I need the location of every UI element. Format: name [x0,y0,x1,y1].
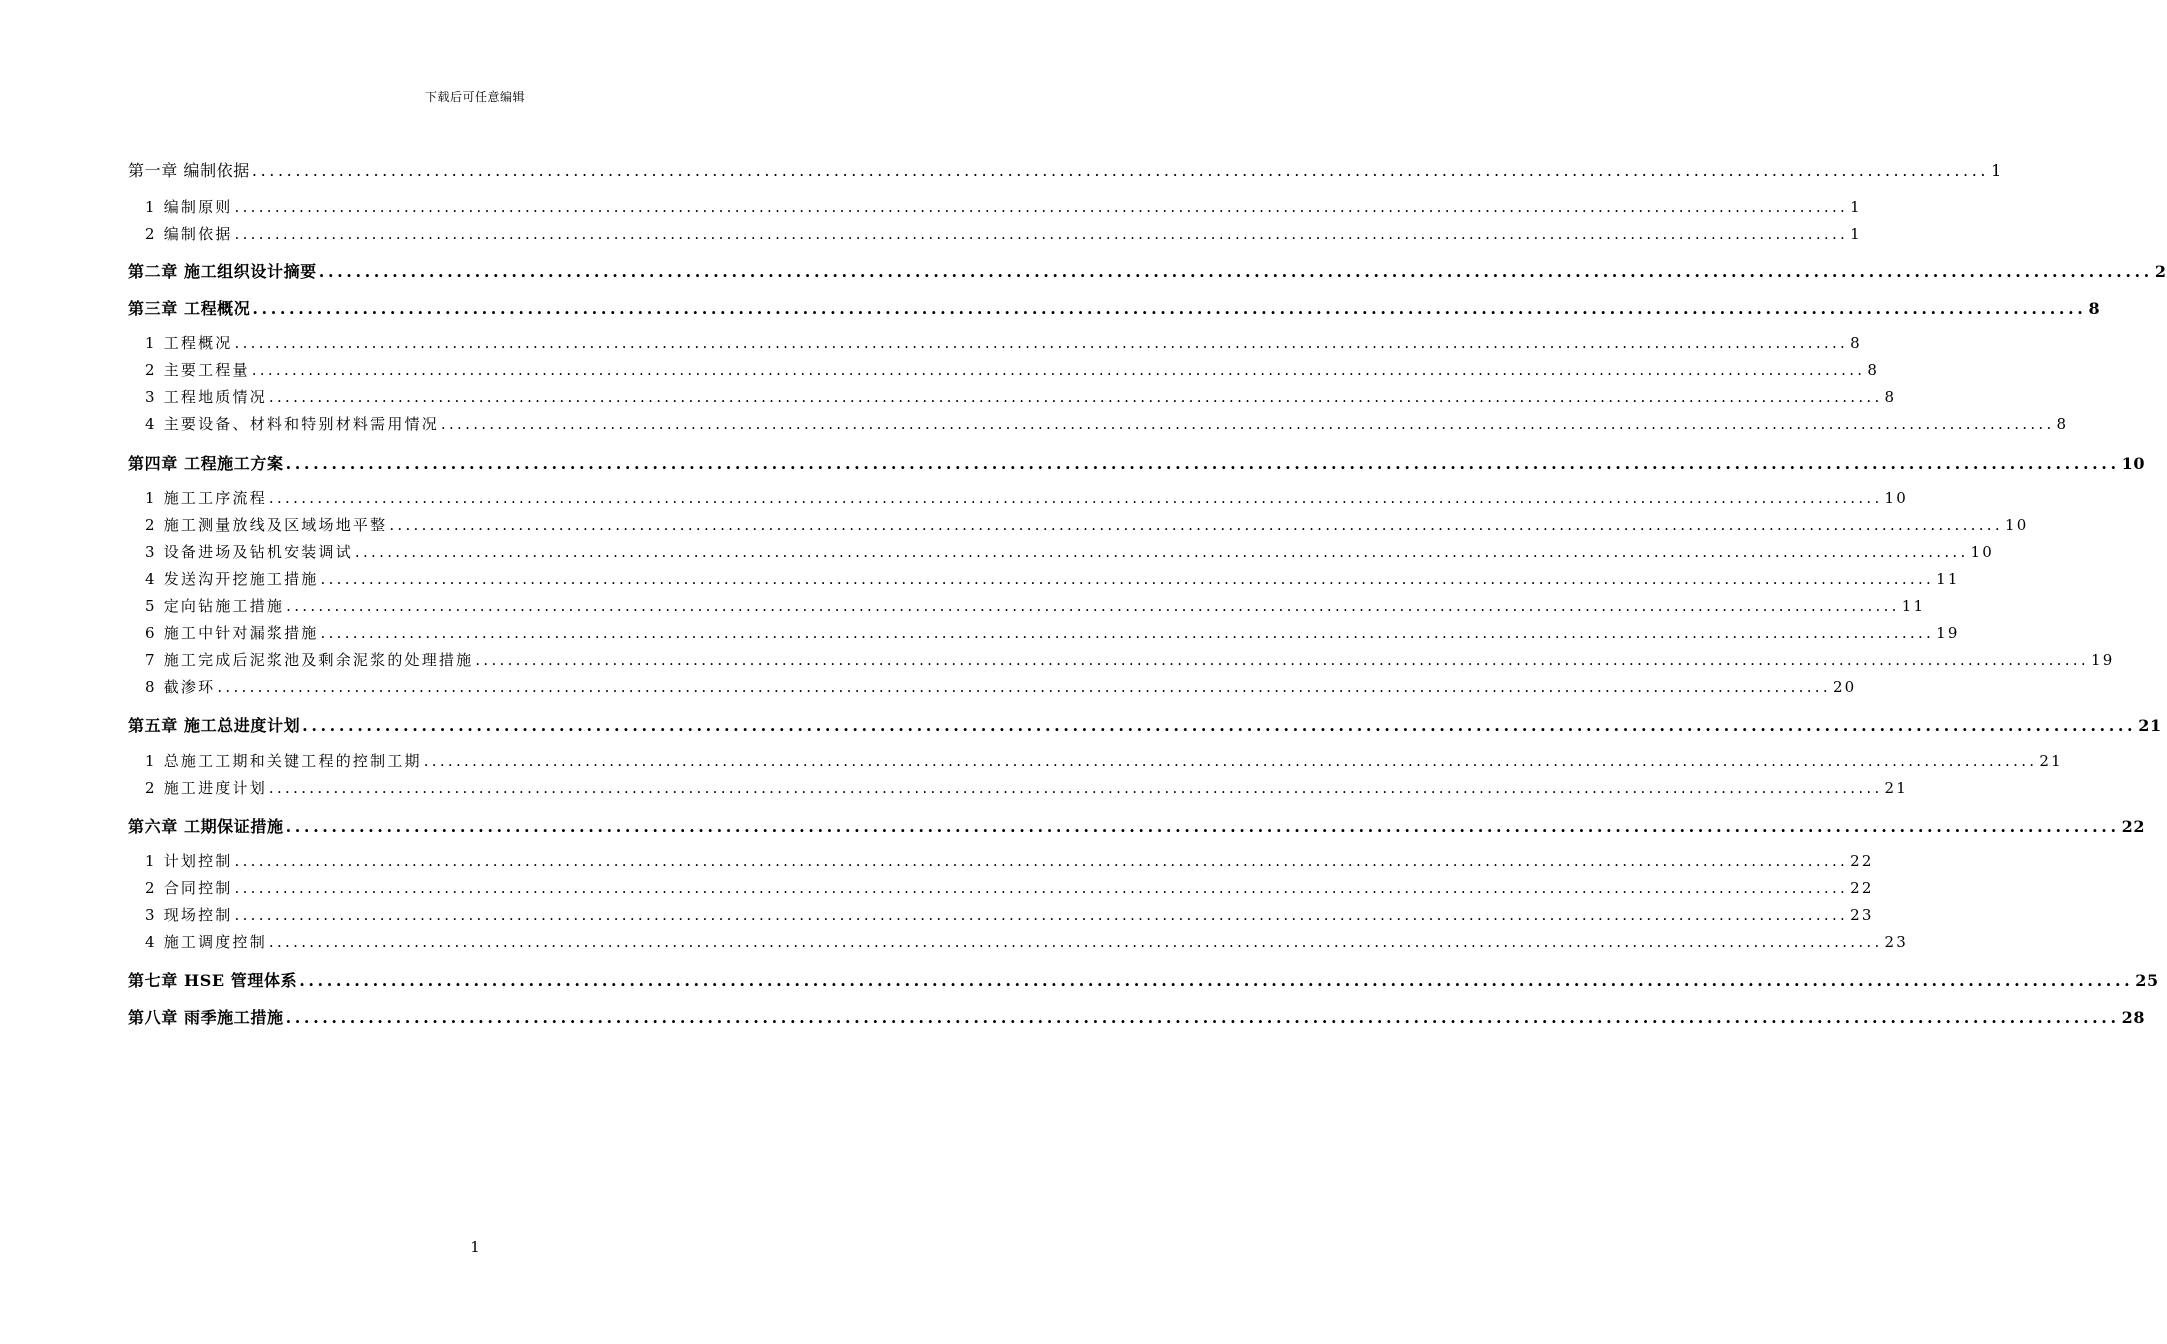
toc-entry-title: 1 施工工序流程 [145,489,267,507]
toc-entry-title: 第五章 施工总进度计划 [128,716,301,735]
toc-entry-page: 21 [2039,752,2063,770]
toc-leader-dots: ........................................................................................................................................................................................................ [320,570,1935,588]
toc-entry-title: 3 现场控制 [145,906,233,924]
toc-leader-dots: ........................................................................................................................................................................................................ [234,334,1849,352]
toc-section-entry[interactable] [145,514,2029,535]
toc-entry-title: 1 编制原则 [145,198,233,216]
toc-entry-page: 28 [2121,1008,2146,1027]
toc-section-entry[interactable] [145,622,1960,643]
toc-entry-page: 10 [1884,489,1909,507]
toc-section-entry[interactable] [145,568,1960,589]
toc-section-entry[interactable] [145,359,1880,380]
toc-entry-page: 10 [1970,543,1995,561]
toc-leader-dots: ........................................................................................................................................................................................................ [285,454,2120,473]
toc-entry-page: 1 [1991,161,2002,180]
toc-leader-dots: ........................................................................................................................................................................................................ [252,299,2087,318]
toc-leader-dots: ........................................................................................................................................................................................................ [234,906,1849,924]
toc-leader-dots: ........................................................................................................................................................................................................ [389,516,2003,534]
toc-leader-dots: ........................................................................................................................................................................................................ [217,678,1831,696]
toc-leader-dots: ........................................................................................................................................................................................................ [251,161,1990,180]
toc-entry-title: 第八章 雨季施工措施 [128,1008,284,1027]
toc-leader-dots: ........................................................................................................................................................................................................ [318,262,2153,281]
toc-entry-title: 8 截渗环 [145,678,216,696]
toc-leader-dots: ........................................................................................................................................................................................................ [440,415,2055,433]
toc-entry-page: 10 [2121,454,2146,473]
toc-entry-page: 1 [1850,198,1862,216]
toc-section-entry[interactable] [145,931,1909,952]
toc-section-entry[interactable] [145,750,2063,771]
toc-leader-dots: ........................................................................................................................................................................................................ [234,879,1849,897]
toc-leader-dots: ........................................................................................................................................................................................................ [234,198,1849,216]
toc-leader-dots: ........................................................................................................................................................................................................ [268,388,1883,406]
toc-leader-dots: ........................................................................................................................................................................................................ [268,933,1883,951]
toc-section-entry[interactable] [145,877,1874,898]
toc-entry-title: 第七章 HSE 管理体系 [128,971,298,990]
toc-entry-page: 11 [1936,570,1960,588]
toc-entry-page: 23 [1884,933,1909,951]
toc-entry-title: 4 主要设备、材料和特别材料需用情况 [145,415,439,433]
toc-entry-title: 2 施工测量放线及区域场地平整 [145,516,388,534]
toc-chapter-entry[interactable] [128,968,2159,991]
toc-chapter-entry[interactable] [128,713,2162,736]
toc-leader-dots: ........................................................................................................................................................................................................ [475,651,2089,669]
toc-leader-dots: ........................................................................................................................................................................................................ [285,1008,2120,1027]
toc-leader-dots: ........................................................................................................................................................................................................ [251,361,1866,379]
toc-entry-title: 2 编制依据 [145,225,233,243]
toc-entry-page: 8 [1884,388,1897,406]
toc-entry-title: 2 施工进度计划 [145,779,267,797]
page-header: 下载后可任意编辑 [424,90,525,104]
toc-section-entry[interactable] [145,649,2115,670]
toc-leader-dots: ........................................................................................................................................................................................................ [268,779,1883,797]
toc-entry-page: 8 [1850,334,1862,352]
toc-entry-page: 11 [1901,597,1926,615]
toc-section-entry[interactable] [145,332,1862,353]
toc-entry-title: 5 定向钻施工措施 [145,597,285,615]
toc-entry-title: 2 主要工程量 [145,361,250,379]
toc-entry-title: 第四章 工程施工方案 [128,454,284,473]
toc-leader-dots: ........................................................................................................................................................................................................ [268,489,1883,507]
toc-chapter-entry[interactable] [128,814,2146,837]
toc-entry-title: 3 工程地质情况 [145,388,267,406]
toc-entry-title: 4 施工调度控制 [145,933,267,951]
toc-chapter-entry[interactable] [128,259,2167,282]
toc-entry-title: 第六章 工期保证措施 [128,817,284,836]
toc-section-entry[interactable] [145,487,1909,508]
toc-section-entry[interactable] [145,386,1897,407]
toc-leader-dots: ........................................................................................................................................................................................................ [302,716,2137,735]
toc-leader-dots: ........................................................................................................................................................................................................ [423,752,2038,770]
toc-entry-page: 19 [1936,624,1960,642]
toc-section-entry[interactable] [145,223,1862,244]
toc-section-entry[interactable] [145,904,1874,925]
toc-entry-title: 1 计划控制 [145,852,233,870]
toc-leader-dots: ........................................................................................................................................................................................................ [354,543,1969,561]
toc-entry-title: 7 施工完成后泥浆池及剩余泥浆的处理措施 [145,651,474,669]
toc-entry-page: 21 [1884,779,1909,797]
toc-entry-page: 22 [1850,879,1874,897]
toc-entry-page: 10 [2004,516,2029,534]
toc-entry-page: 8 [2088,299,2101,318]
toc-section-entry[interactable] [145,413,2069,434]
page-number: 1 [470,1238,480,1256]
toc-entry-title: 第二章 施工组织设计摘要 [128,262,317,281]
toc-section-entry[interactable] [145,777,1909,798]
toc-section-entry[interactable] [145,541,1995,562]
toc-leader-dots: ........................................................................................................................................................................................................ [234,852,1849,870]
toc-entry-page: 8 [1867,361,1880,379]
toc-entry-title: 6 施工中针对漏浆措施 [145,624,319,642]
toc-leader-dots: ........................................................................................................................................................................................................ [299,971,2134,990]
toc-leader-dots: ........................................................................................................................................................................................................ [234,225,1849,243]
toc-section-entry[interactable] [145,850,1874,871]
toc-chapter-entry[interactable] [128,1005,2146,1028]
toc-entry-title: 2 合同控制 [145,879,233,897]
toc-entry-title: 3 设备进场及钻机安装调试 [145,543,353,561]
toc-leader-dots: ........................................................................................................................................................................................................ [320,624,1935,642]
toc-entry-page: 25 [2135,971,2159,990]
toc-entry-page: 21 [2138,716,2162,735]
toc-entry-page: 8 [2056,415,2069,433]
toc-entry-title: 1 工程概况 [145,334,233,352]
toc-entry-page: 22 [2121,817,2146,836]
toc-entry-page: 20 [1832,678,1857,696]
toc-entry-title: 第一章 编制依据 [128,161,250,180]
toc-section-entry[interactable] [145,196,1862,217]
toc-entry-page: 1 [1850,225,1862,243]
toc-chapter-entry[interactable] [128,296,2101,319]
toc-leader-dots: ........................................................................................................................................................................................................ [286,597,1900,615]
toc-entry-title: 1 总施工工期和关键工程的控制工期 [145,752,422,770]
toc-section-entry[interactable] [145,595,1926,616]
toc-entry-title: 第三章 工程概况 [128,299,251,318]
toc-entry-page: 2 [2154,262,2167,281]
toc-leader-dots: ........................................................................................................................................................................................................ [285,817,2120,836]
toc-chapter-entry[interactable] [128,158,2002,181]
toc-entry-page: 22 [1850,852,1874,870]
toc-chapter-entry[interactable] [128,451,2146,474]
toc-entry-title: 4 发送沟开挖施工措施 [145,570,319,588]
toc-entry-page: 19 [2090,651,2115,669]
toc-section-entry[interactable] [145,676,1857,697]
toc-entry-page: 23 [1850,906,1874,924]
